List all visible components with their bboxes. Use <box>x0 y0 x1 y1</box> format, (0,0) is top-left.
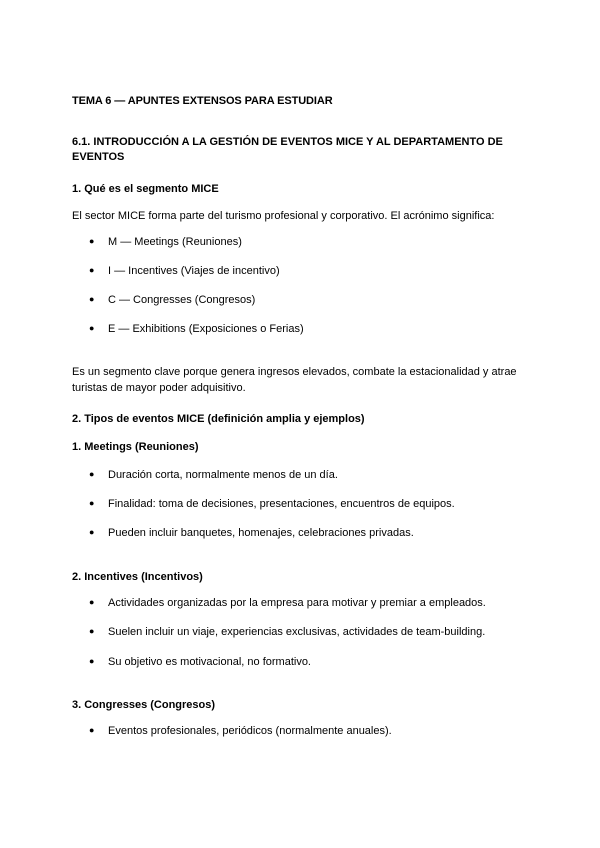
list-item-text: Su objetivo es motivacional, no formativo. <box>108 656 311 668</box>
list-item-text: Duración corta, normalmente menos de un día. <box>108 469 338 481</box>
bullet-icon: ● <box>89 236 95 246</box>
bullet-icon: ● <box>89 626 95 636</box>
list-item-text: Pueden incluir banquetes, homenajes, celebraciones privadas. <box>108 527 414 539</box>
list-item <box>89 498 455 510</box>
heading-meetings: 1. Meetings (Reuniones) <box>72 441 199 453</box>
bullet-icon: ● <box>89 527 95 537</box>
list-item <box>89 656 311 668</box>
heading-mice-segment: 1. Qué es el segmento MICE <box>72 183 219 195</box>
bullet-icon: ● <box>89 725 95 735</box>
list-item-text: Suelen incluir un viaje, experiencias exclusivas, actividades de team-building. <box>108 626 486 638</box>
bullet-icon: ● <box>89 498 95 508</box>
list-item <box>89 265 280 277</box>
list-item <box>89 294 255 306</box>
list-item-text: C — Congresses (Congresos) <box>108 294 256 306</box>
heading-event-types: 2. Tipos de eventos MICE (definición amplia y ejemplos) <box>72 413 365 425</box>
list-item <box>89 527 414 539</box>
heading-incentives: 2. Incentives (Incentivos) <box>72 571 203 583</box>
bullet-icon: ● <box>89 265 95 275</box>
list-item-text: Actividades organizadas por la empresa para motivar y premiar a empleados. <box>108 597 486 609</box>
bullet-icon: ● <box>89 294 95 304</box>
list-item-text: Eventos profesionales, periódicos (normalmente anuales). <box>108 725 392 737</box>
list-item <box>89 597 486 609</box>
bullet-icon: ● <box>89 597 95 607</box>
list-item <box>89 323 304 335</box>
bullet-icon: ● <box>89 323 95 333</box>
list-item-text: Finalidad: toma de decisiones, presentaciones, encuentros de equipos. <box>108 498 455 510</box>
list-item <box>89 469 338 481</box>
list-item <box>89 236 242 248</box>
paragraph-mice-closing: Es un segmento clave porque genera ingresos elevados, combate la estacionalidad y atrae turistas de mayor poder adquisitivo. <box>72 366 517 394</box>
paragraph-mice-intro: El sector MICE forma parte del turismo profesional y corporativo. El acrónimo significa: <box>72 210 495 222</box>
heading-congresses: 3. Congresses (Congresos) <box>72 699 216 711</box>
document-title: TEMA 6 — APUNTES EXTENSOS PARA ESTUDIAR <box>72 95 333 107</box>
bullet-icon: ● <box>89 469 95 479</box>
list-item-text: M — Meetings (Reuniones) <box>108 236 242 248</box>
list-item-text: E — Exhibitions (Exposiciones o Ferias) <box>108 323 304 335</box>
list-item <box>89 626 485 638</box>
list-item <box>89 725 392 737</box>
list-item-text: I — Incentives (Viajes de incentivo) <box>108 265 280 277</box>
bullet-icon: ● <box>89 656 95 666</box>
section-heading: 6.1. INTRODUCCIÓN A LA GESTIÓN DE EVENTOS MICE Y AL DEPARTAMENTO DE EVENTOS <box>72 136 503 163</box>
